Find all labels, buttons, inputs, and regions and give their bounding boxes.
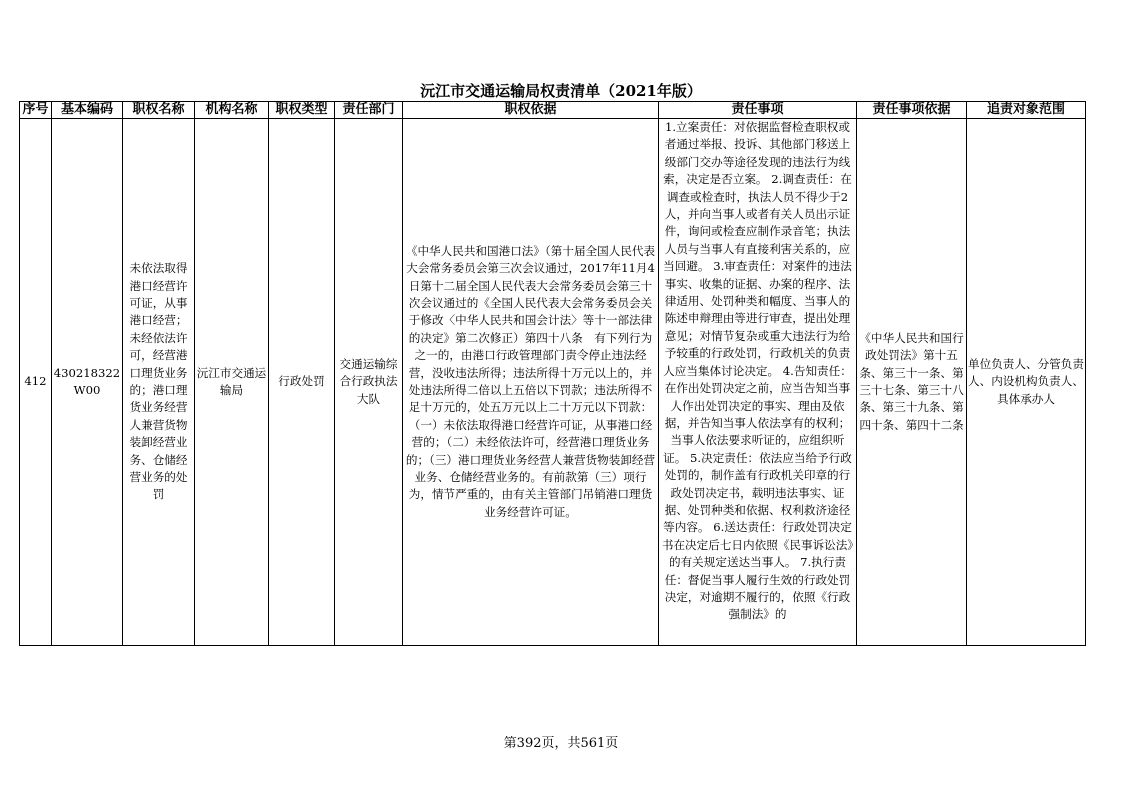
header-power-type: 职权类型 [269, 102, 335, 119]
cell-code: 430218322W00 [52, 119, 123, 646]
cell-legal-basis: 《中华人民共和国港口法》（第十届全国人民代表大会常务委员会第三次会议通过，2017年11月4日第十二届全国人民代表大会常务委员会第三十次会议通过的《全国人民代表大会常务委员会关于修改〈中华人民共和国会计法〉等十一部法律的决定》第二次修正）第四十八条 有下列行为之一的，由港口行政管理部门责令停止违法经营，没收违法所得；违法所得十万元以上的，并处违法所得二倍以上五倍以下罚款；违法所得不足十万元的，处五万元以上二十万元以下罚款：（一）未依法取得港口经营许可证，从事港口经营的；（二）未经依法许可，经营港口理货业务的；（三）港口理货业务经营人兼营货物装卸经营业务、仓储经营业务的。有前款第（三）项行为，情节严重的，由有关主管部门吊销港口理货业务经营许可证。 [403, 119, 659, 646]
cell-org-name: 沅江市交通运输局 [195, 119, 269, 646]
cell-dept: 交通运输综合行政执法大队 [335, 119, 403, 646]
cell-index: 412 [20, 119, 52, 646]
cell-duty-basis: 《中华人民共和国行政处罚法》第十五条、第三十一条、第三十七条、第三十八条、第三十九条、第四十条、第四十二条 [857, 119, 967, 646]
page-footer: 第392页，共561页 [503, 736, 619, 751]
header-dept: 责任部门 [335, 102, 403, 119]
header-code: 基本编码 [52, 102, 123, 119]
header-duties: 责任事项 [659, 102, 857, 119]
cell-power-type: 行政处罚 [269, 119, 335, 646]
duties-text: 1.立案责任：对依据监督检查职权或者通过举报、投诉、其他部门移送上级部门交办等途径发现的违法行为线索，决定是否立案。 2.调查责任：在调查或检查时，执法人员不得少于2人，并向当事人或者有关人员出示证件，询问或检查应制作录音笔；执法人员与当事人有直接利害关系的，应当回避。 3.审查责任：对案件的违法事实、收集的证据、办案的程序、法律适用、处罚种类和幅度、当事人的陈述申辩理由等进行审查，提出处理意见；对情节复杂或重大违法行为给予较重的行政处罚，行政机关的负责人应当集体讨论决定。 4.告知责任：在作出处罚决定之前，应当告知当事人作出处罚决定的事实、理由及依据，并告知当事人依法享有的权利；当事人依法要求听证的，应组织听证。 5.决定责任：依法应当给予行政处罚的，制作盖有行政机关印章的行政处罚决定书，载明违法事实、证据、处罚种类和依据、权利救济途径等内容。 6.送达责任：行政处罚决定书在决定后七日内依照《民事诉讼法》的有关规定送达当事人。 7.执行责任：督促当事人履行生效的行政处罚决定，对逾期不履行的，依照《行政强制法》的 [661, 120, 854, 622]
table-row [20, 119, 1086, 646]
cell-power-name: 未依法取得港口经营许可证，从事港口经营；未经依法许可，经营港口理货业务的；港口理货业务经营人兼营货物装卸经营业务、仓储经营业务的处罚 [123, 119, 195, 646]
cell-duties [659, 119, 857, 646]
header-power-name: 职权名称 [123, 102, 195, 119]
cell-accountability: 单位负责人、分管负责人、内设机构负责人、具体承办人 [967, 119, 1086, 646]
power-responsibility-table [19, 101, 1086, 646]
header-legal-basis: 职权依据 [403, 102, 659, 119]
page-title: 沅江市交通运输局权责清单（2021年版） [420, 82, 702, 100]
table-header-row [20, 102, 1086, 119]
header-duty-basis: 责任事项依据 [857, 102, 967, 119]
header-org-name: 机构名称 [195, 102, 269, 119]
header-accountability: 追责对象范围 [967, 102, 1086, 119]
header-index: 序号 [20, 102, 52, 119]
